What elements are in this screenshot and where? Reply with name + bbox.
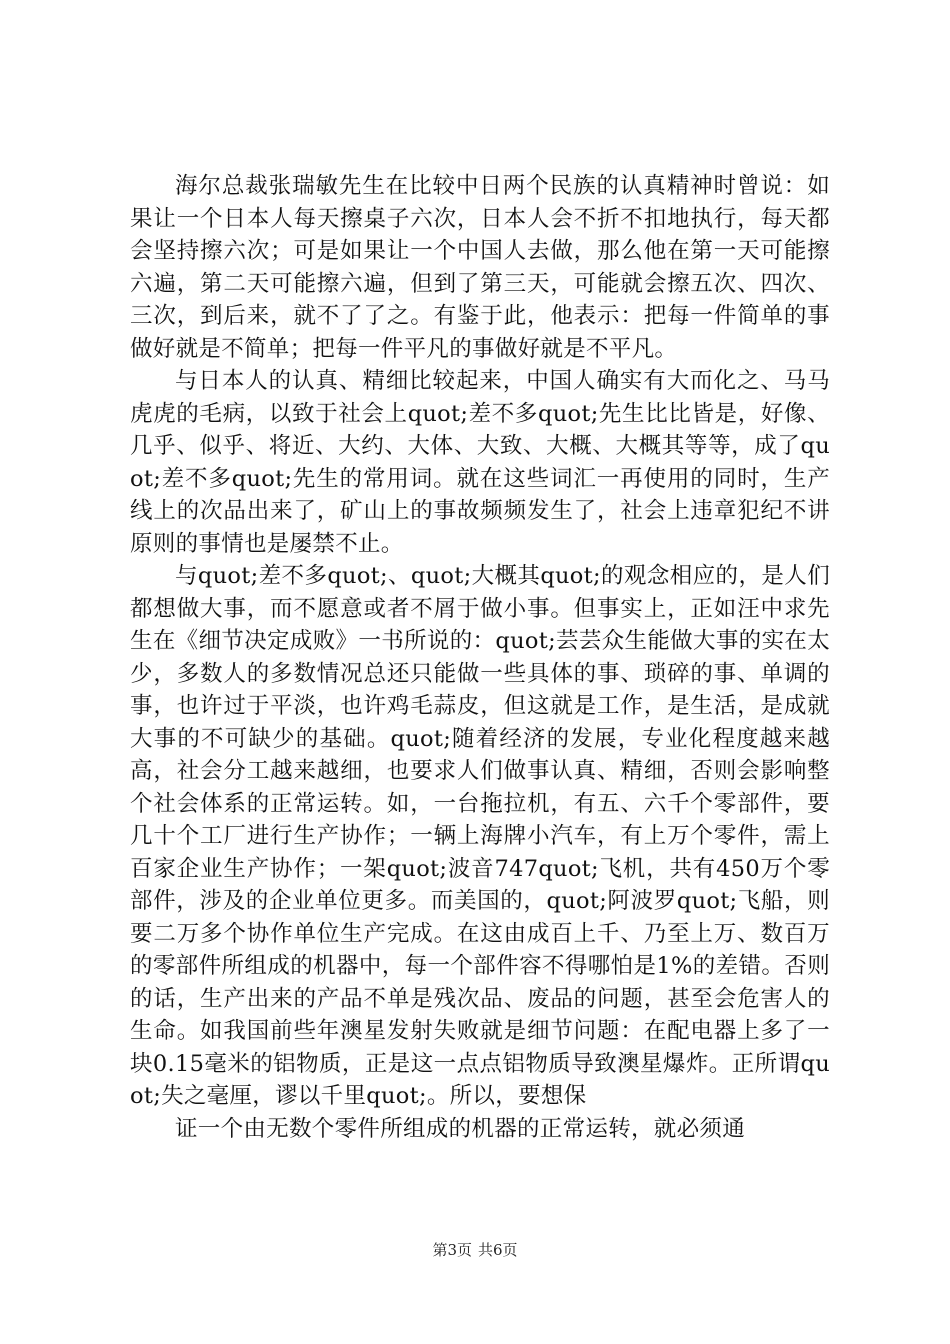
- document-body: [130, 170, 830, 1145]
- paragraph-1: 海尔总裁张瑞敏先生在比较中日两个民族的认真精神时曾说：如果让一个日本人每天擦桌子六次，日本人会不折不扣地执行，每天都会坚持擦六次；可是如果让一个中国人去做，那么他在第一天可能擦六遍，第二天可能擦六遍，但到了第三天，可能就会擦五次、四次、三次，到后来，就不了了之。有鉴于此，他表示：把每一件简单的事做好就是不简单；把每一件平凡的事做好就是不平凡。: [130, 173, 830, 362]
- paragraph-4: 证一个由无数个零件所组成的机器的正常运转，就必须通: [175, 1115, 746, 1142]
- page-number-current: 第3页: [432, 1241, 472, 1259]
- page-footer: [0, 1240, 950, 1260]
- page-number-total: 共6页: [478, 1241, 518, 1259]
- paragraph-2: 与日本人的认真、精细比较起来，中国人确实有大而化之、马马虎虎的毛病，以致于社会上quot;差不多quot;先生比比皆是，好像、几乎、似乎、将近、大约、大体、大致、大概、大概其等等，成了quot;差不多quot;先生的常用词。就在这些词汇一再使用的同时，生产线上的次品出来了，矿山上的事故频频发生了，社会上违章犯纪不讲原则的事情也是屡禁不止。: [130, 368, 830, 557]
- paragraph-3: 与quot;差不多quot;、quot;大概其quot;的观念相应的，是人们都想做大事，而不愿意或者不屑于做小事。但事实上，正如汪中求先生在《细节决定成败》一书所说的：quot;芸芸众生能做大事的实在太少，多数人的多数情况总还只能做一些具体的事、琐碎的事、单调的事，也许过于平淡，也许鸡毛蒜皮，但这就是工作，是生活，是成就大事的不可缺少的基础。quot;随着经济的发展，专业化程度越来越高，社会分工越来越细，也要求人们做事认真、精细，否则会影响整个社会体系的正常运转。如，一台拖拉机，有五、六千个零部件，要几十个工厂进行生产协作；一辆上海牌小汽车，有上万个零件，需上百家企业生产协作；一架quot;波音747quot;飞机，共有450万个零部件，涉及的企业单位更多。而美国的，quot;阿波罗quot;飞船，则要二万多个协作单位生产完成。在这由成百上千、乃至上万、数百万的零部件所组成的机器中，每一个部件容不得哪怕是1%的差错。否则的话，生产出来的产品不单是残次品、废品的问题，甚至会危害人的生命。如我国前些年澳星发射失败就是细节问题：在配电器上多了一块0.15毫米的铝物质，正是这一点点铝物质导致澳星爆炸。正所谓quot;失之毫厘，谬以千里quot;。所以，要想保: [130, 563, 830, 1109]
